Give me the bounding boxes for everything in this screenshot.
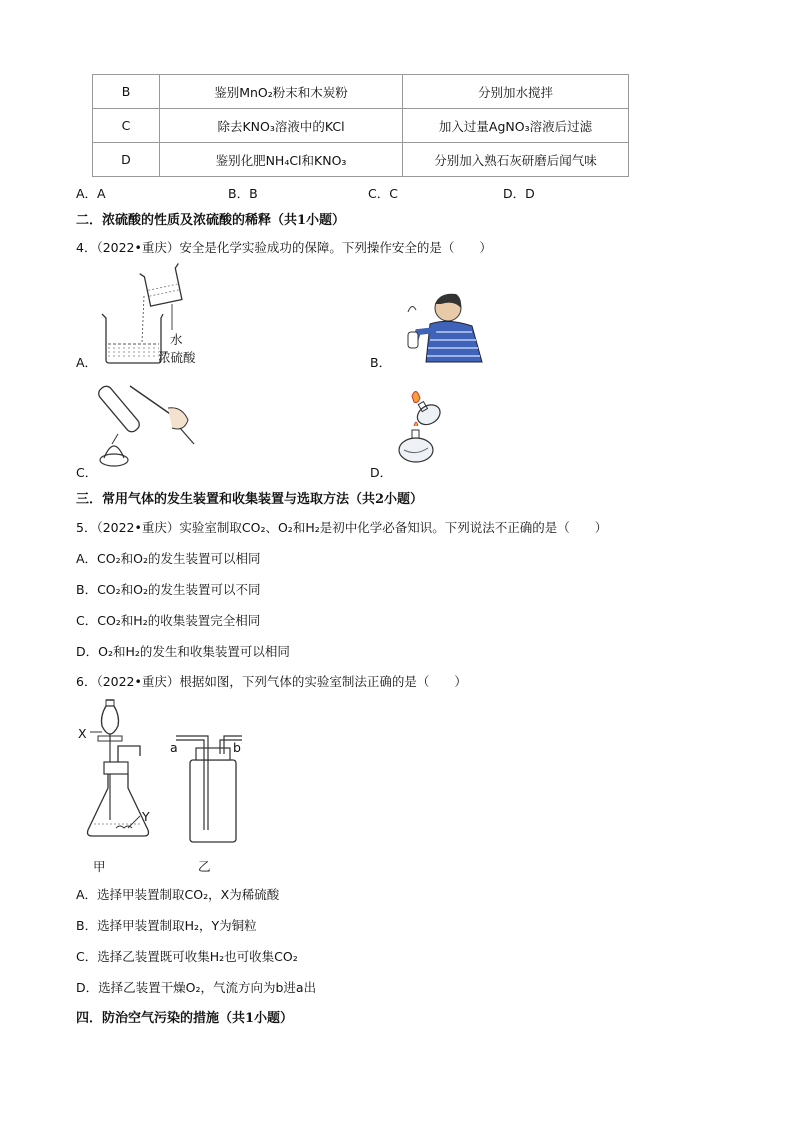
q5-option-a: A．CO₂和O₂的发生装置可以相同: [76, 551, 261, 566]
figure-q4-b: [396, 288, 488, 364]
q6-stem: 6．（2022•重庆）根据如图，下列气体的实验室制法正确的是（ ）: [76, 674, 467, 689]
label-yi: 乙: [198, 859, 211, 874]
figure-q4-d: [392, 386, 448, 474]
row-label: C: [93, 109, 160, 143]
row-label: D: [93, 143, 160, 177]
figure-q4-a: [96, 262, 216, 366]
label-water: 水: [170, 332, 183, 347]
table-row: [93, 75, 629, 109]
row-label: B: [93, 75, 160, 109]
q5-stem: 5．（2022•重庆）实验室制取CO₂、O₂和H₂是初中化学必备知识。下列说法不正确的是（ ）: [76, 520, 608, 535]
label-x: X: [78, 726, 87, 741]
q4-stem: 4．（2022•重庆）安全是化学实验成功的保障。下列操作安全的是（ ）: [76, 240, 492, 255]
q6-option-a: A．选择甲装置制取CO₂，X为稀硫酸: [76, 887, 280, 902]
label-conc-sulfuric-acid: 浓硫酸: [158, 350, 196, 365]
q3-option-d: D．D: [503, 186, 535, 201]
q5-option-d: D．O₂和H₂的发生和收集装置可以相同: [76, 644, 290, 659]
figure-q4-c: [96, 378, 200, 472]
row-method: 分别加入熟石灰研磨后闻气味: [403, 143, 629, 177]
q5-option-b: B．CO₂和O₂的发生装置可以不同: [76, 582, 261, 597]
q6-option-c: C．选择乙装置既可收集H₂也可收集CO₂: [76, 949, 298, 964]
row-purpose: 鉴别化肥NH₄Cl和KNO₃: [160, 143, 403, 177]
q3-option-a: A．A: [76, 186, 106, 201]
q6-option-b: B．选择甲装置制取H₂，Y为铜粒: [76, 918, 257, 933]
options-table: [92, 74, 629, 177]
q4-option-b-label: B．: [370, 355, 392, 370]
q3-option-b: B．B: [228, 186, 258, 201]
section-heading-2: 二．浓硫酸的性质及浓硫酸的稀释（共1小题）: [76, 213, 346, 228]
row-method: 加入过量AgNO₃溶液后过滤: [403, 109, 629, 143]
q5-option-c: C．CO₂和H₂的收集装置完全相同: [76, 613, 261, 628]
label-jia: 甲: [93, 859, 106, 874]
label-a: a: [170, 740, 178, 755]
table-row: [93, 109, 629, 143]
row-purpose: 鉴别MnO₂粉末和木炭粉: [160, 75, 403, 109]
q3-option-c: C．C: [368, 186, 398, 201]
q6-option-d: D．选择乙装置干燥O₂，气流方向为b进a出: [76, 980, 317, 995]
row-purpose: 除去KNO₃溶液中的KCl: [160, 109, 403, 143]
label-y: Y: [142, 809, 150, 824]
figure-q6-apparatus: [76, 694, 266, 858]
section-heading-3: 三．常用气体的发生装置和收集装置与选取方法（共2小题）: [76, 492, 424, 507]
q4-option-d-label: D．: [370, 465, 393, 480]
table-row: [93, 143, 629, 177]
label-b: b: [233, 740, 241, 755]
section-heading-4: 四．防治空气污染的措施（共1小题）: [76, 1011, 294, 1026]
row-method: 分别加水搅拌: [403, 75, 629, 109]
q4-option-c-label: C．: [76, 465, 98, 480]
q4-option-a-label: A．: [76, 355, 98, 370]
